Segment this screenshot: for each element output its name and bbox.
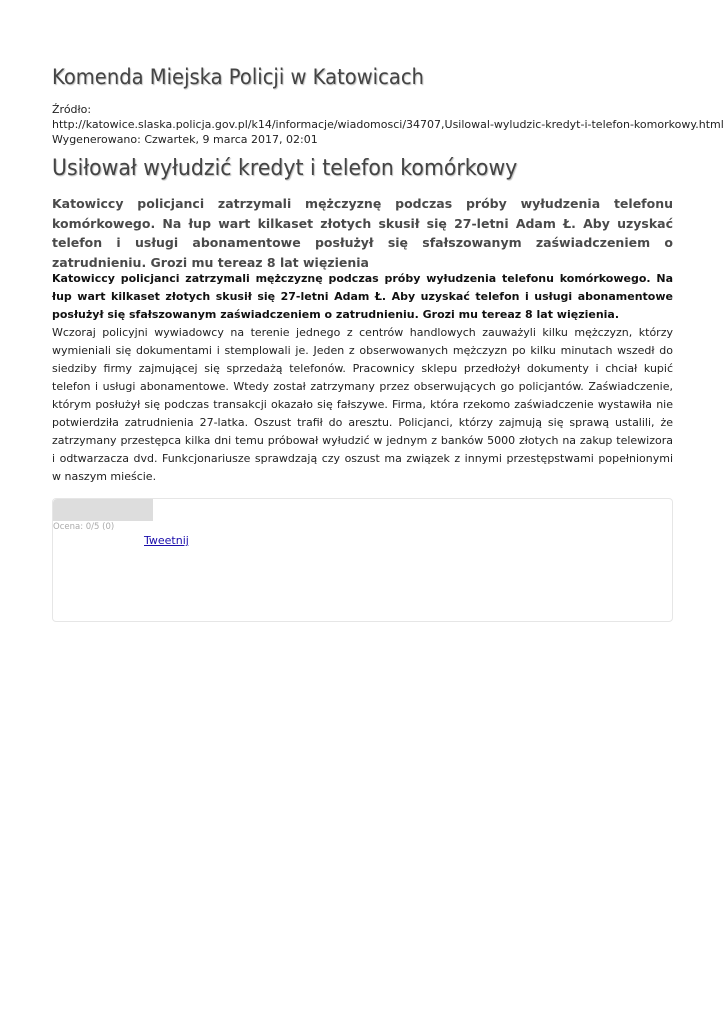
source-url: http://katowice.slaska.policja.gov.pl/k14/informacje/wiadomosci/34707,Usilowal-wyludzic-kredyt-i-telefon-komorkowy.html bbox=[52, 118, 724, 131]
article-title: Usiłował wyłudzić kredyt i telefon komórkowy bbox=[52, 156, 518, 181]
article-lead: Katowiccy policjanci zatrzymali mężczyznę podczas próby wyłudzenia telefonu komórkowego. Na łup wart kilkaset złotych skusił się 27-letni Adam Ł. Aby uzyskać telefon i usługi abonamentowe posłużył się sfałszowanym zaświadczeniem o zatrudnieniu. Grozi mu tereaz 8 lat więzienia bbox=[52, 196, 673, 270]
article-body bbox=[52, 270, 673, 486]
source-label: Źródło: bbox=[52, 103, 92, 116]
rating-panel bbox=[52, 498, 673, 622]
tweet-link[interactable]: Tweetnij bbox=[144, 534, 189, 547]
generated-date: Wygenerowano: Czwartek, 9 marca 2017, 02:01 bbox=[52, 133, 318, 146]
site-title: Komenda Miejska Policji w Katowicach bbox=[52, 65, 424, 89]
rating-stars-bar[interactable] bbox=[53, 499, 153, 521]
source-meta bbox=[52, 102, 724, 147]
article-body-paragraph: Wczoraj policyjni wywiadowcy na terenie jednego z centrów handlowych zauważyli kilku mężczyzn, którzy wymieniali się dokumentami i stemplowali je. Jeden z obserwowanych mężczyzn po kilku minutach wszedł do siedziby firmy zajmującej się sprzedażą telefonów. Pracownicy sklepu przedłożył dokumenty i chciał kupić telefon i usługi abonamentowe. Wtedy został zatrzymany przez obserwujących go policjantów. Zaświadczenie, którym posłużył się podczas transakcji okazało się fałszywe. Firma, która rzekomo zaświadczenie wystawiła nie potwierdziła zatrudnienia 27-latka. Oszust trafił do aresztu. Policjanci, którzy zajmują się sprawą ustalili, że zatrzymany przestępca kilka dni temu próbował wyłudzić w jednym z banków 5000 złotych na zakup telewizora i odtwarzacza dvd. Funkcjonariusze sprawdzają czy oszust ma związek z innymi przestępstwami popełnionymi w naszym mieście. bbox=[52, 326, 673, 483]
rating-label: Ocena: 0/5 (0) bbox=[53, 522, 115, 532]
article-body-lead: Katowiccy policjanci zatrzymali mężczyznę podczas próby wyłudzenia telefonu komórkowego. Na łup wart kilkaset złotych skusił się 27-letni Adam Ł. Aby uzyskać telefon i usługi abonamentowe posłużył się sfałszowanym zaświadczeniem o zatrudnieniu. Grozi mu tereaz 8 lat więzienia. bbox=[52, 272, 673, 321]
